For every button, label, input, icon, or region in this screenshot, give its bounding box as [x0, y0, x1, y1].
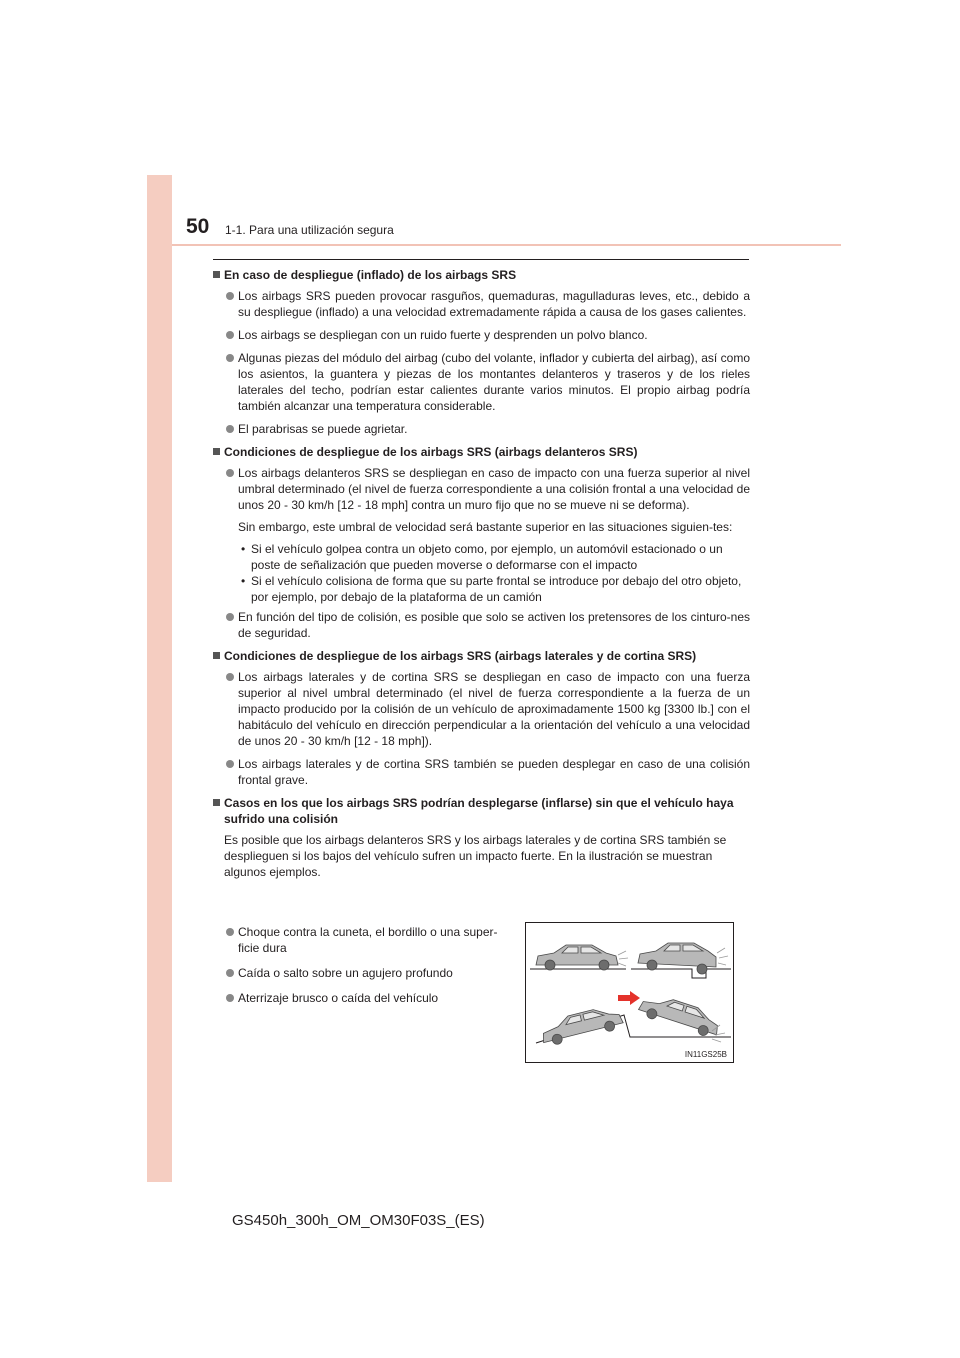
sub-list-item-text: Si el vehículo golpea contra un objeto como, por ejemplo, un automóvil estacionado o un poste de señalización que pueden moverse o deformarse con el impacto [251, 542, 723, 572]
dot-bullet-icon [226, 425, 234, 433]
dot-bullet-icon [226, 354, 234, 362]
list-item-text: El parabrisas se puede agrietar. [238, 422, 408, 436]
sub-list-item: • Si el vehículo golpea contra un objeto como, por ejemplo, un automóvil estacionado o un poste de señalización que pueden moverse o deformarse con el impacto [241, 542, 723, 572]
list-item-text: Choque contra la cuneta, el bordillo o una super-ficie dura [238, 925, 498, 955]
arrow-icon [618, 991, 640, 1005]
section-heading [213, 267, 750, 283]
paragraph: Es posible que los airbags delanteros SRS y los airbags laterales y de cortina SRS también se desplieguen si los bajos del vehículo sufren un impacto fuerte. En la ilustración se muestran algunos ejemplos. [224, 833, 727, 879]
list-item [213, 924, 513, 956]
page-number: 50 [186, 215, 210, 238]
chapter-title: 1-1. Para una utilización segura [225, 223, 394, 237]
section-heading [213, 648, 750, 664]
header-line [172, 244, 841, 246]
list-item-text: Los airbags laterales y de cortina SRS también se pueden desplegar en caso de una colisión frontal grave. [238, 757, 750, 787]
dot-bullet-icon [226, 469, 234, 477]
list-item [213, 756, 750, 788]
paragraph: Sin embargo, este umbral de velocidad será bastante superior en las situaciones siguien-tes: [238, 520, 733, 534]
square-bullet-icon [213, 271, 220, 278]
impact-lines-icon [618, 951, 628, 966]
section-title: Condiciones de despliegue de los airbags SRS (airbags delanteros SRS) [224, 445, 638, 459]
list-item [213, 965, 513, 981]
sidebar-tab [147, 175, 172, 1182]
list-item-text: Los airbags delanteros SRS se despliegan en caso de impacto con una fuerza superior al nivel umbral determinado (el nivel de fuerza correspondiente a una colisión frontal a una velocidad de unos 20 - 30 km/h [12 - 18 mph] contra un muro fijo que no se mueve ni se deforma). [238, 466, 750, 512]
dot-bullet-icon [226, 331, 234, 339]
illustration-figure [525, 922, 734, 1063]
list-item-text: Caída o salto sobre un agujero profundo [238, 966, 453, 980]
list-item [213, 669, 750, 749]
list-item-text: Los airbags SRS pueden provocar rasguños, quemaduras, magulladuras leves, etc., debido a su despliegue (inflado) a una velocidad extremadamente rápida a causa de los gases calientes. [238, 289, 750, 319]
dot-bullet-icon [226, 969, 234, 977]
sub-list-item-text: Si el vehículo colisiona de forma que su parte frontal se introduce por debajo del otro objeto, por ejemplo, por debajo de la plataforma de un camión [251, 574, 742, 604]
list-item-text: Los airbags laterales y de cortina SRS se despliegan en caso de impacto con una fuerza superior al nivel umbral determinado (el nivel de fuerza correspondiente a la fuerza de un impacto producido por la colisión de un vehículo de aproximadamente 1500 kg [3300 lb.] con el habitáculo del vehículo en dirección perpendicular a la orientación del vehículo a una velocidad de unos 20 - 30 km/h [12 - 18 mph]). [238, 670, 750, 748]
list-item [213, 288, 750, 320]
list-item-text: Aterrizaje brusco o caída del vehículo [238, 991, 439, 1005]
list-item [213, 609, 750, 641]
dot-bullet-icon [226, 673, 234, 681]
examples-list [213, 924, 513, 1015]
section-title: Condiciones de despliegue de los airbags SRS (airbags laterales y de cortina SRS) [224, 649, 697, 663]
dot-bullet-icon [226, 760, 234, 768]
square-bullet-icon [213, 652, 220, 659]
list-item-text: En función del tipo de colisión, es posible que solo se activen los pretensores de los cinturo-nes de seguridad. [238, 610, 750, 640]
footer-document-id: GS450h_300h_OM_OM30F03S_(ES) [232, 1212, 485, 1229]
impact-lines-icon [717, 948, 728, 965]
list-item [213, 350, 750, 414]
section-heading [213, 795, 750, 827]
list-item [213, 421, 750, 437]
illustration-code: IN11GS25B [684, 1050, 727, 1059]
list-item [213, 465, 750, 513]
car-impact-illustration [526, 923, 733, 1062]
dot-bullet-icon [226, 928, 234, 936]
sub-list-item: • Si el vehículo colisiona de forma que su parte frontal se introduce por debajo del otro objeto, por ejemplo, por debajo de la plataforma de un camión [241, 574, 742, 604]
square-bullet-icon [213, 448, 220, 455]
car-icon [536, 945, 618, 970]
section-title: Casos en los que los airbags SRS podrían desplegarse (inflarse) sin que el vehículo haya sufrido una colisión [224, 796, 734, 826]
section-heading [213, 444, 750, 460]
car-icon [539, 1003, 625, 1047]
section-title: En caso de despliegue (inflado) de los airbags SRS [224, 268, 517, 282]
main-content [213, 267, 750, 888]
square-bullet-icon [213, 799, 220, 806]
section-divider [213, 259, 749, 260]
list-item-text: Algunas piezas del módulo del airbag (cubo del volante, inflador y cubierta del airbag), así como los asientos, la guantera y piezas de los montantes delanteros y traseros y de los rieles laterales del techo, podrían estar calientes durante varios minutos. El propio airbag podría también alcanzar una temperatura considerable. [238, 351, 750, 413]
dot-bullet-icon [226, 994, 234, 1002]
car-icon [637, 990, 723, 1039]
dot-bullet-icon [226, 613, 234, 621]
dot-bullet-icon [226, 292, 234, 300]
list-item [213, 990, 513, 1006]
list-item-text: Los airbags se despliegan con un ruido fuerte y desprenden un polvo blanco. [238, 328, 648, 342]
list-item [213, 327, 750, 343]
